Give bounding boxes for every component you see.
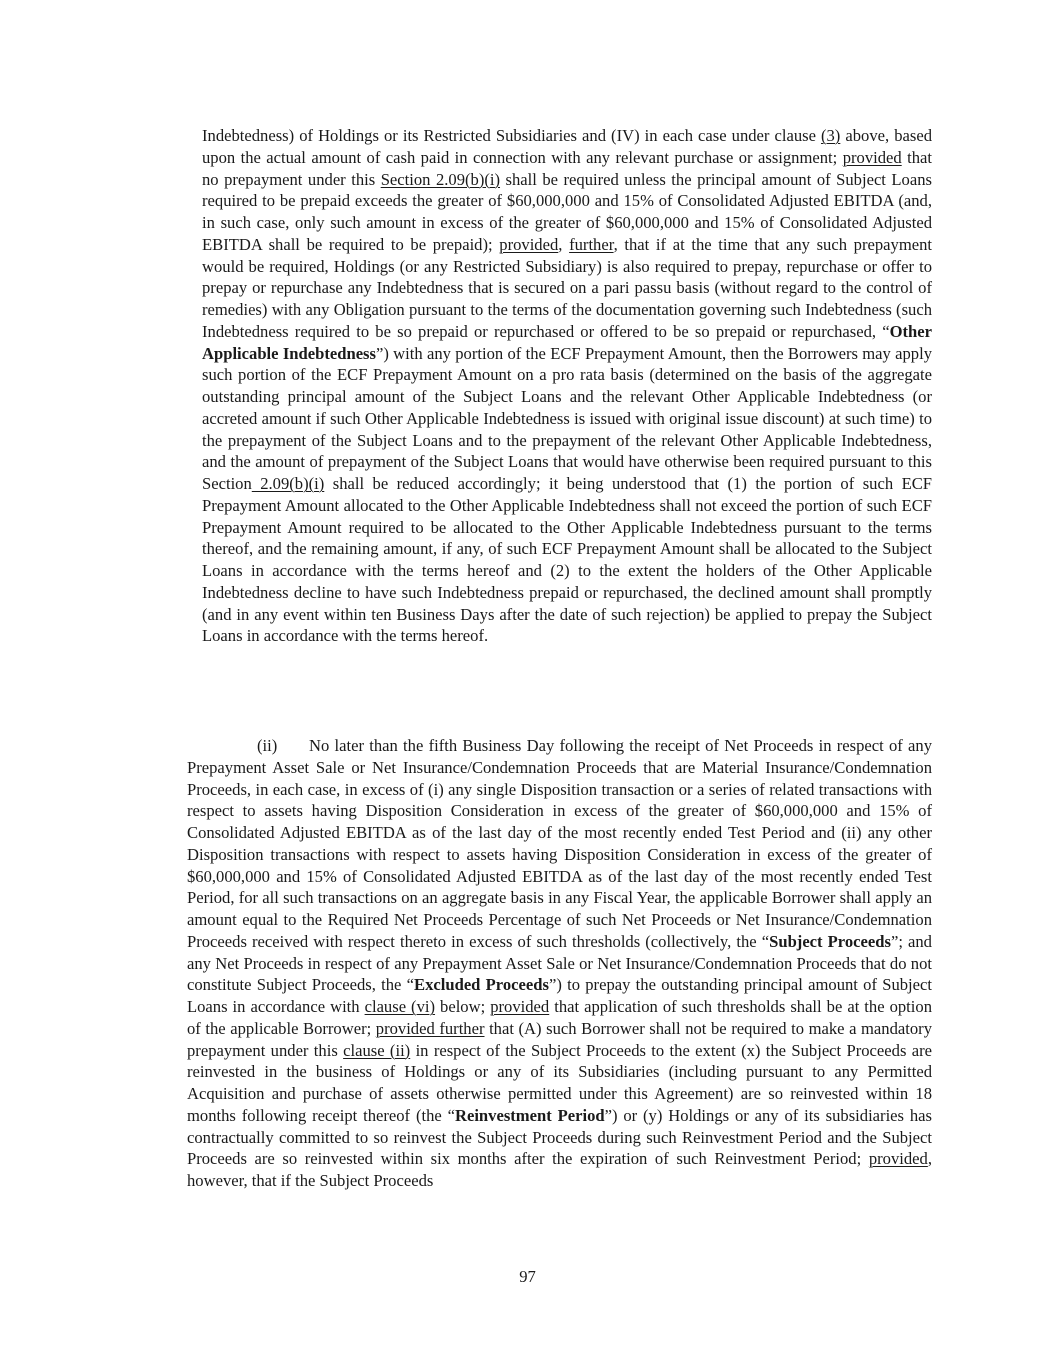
text-segment: in respect of the Subject Proceeds to the extent (x) the Subject Proceeds are reinvested in the business of Holdings or any of its Subsidiaries (including pursuant to any Permitted Acquisition and purchase of assets otherwise permitted under this Agreement) are so reinvested within 18 months following receipt thereof (the “ [187, 1040, 933, 1125]
section-2-09-b-i-reference: 2.09(b)(i) [251, 474, 325, 493]
clause-ii-reference: clause (ii) [343, 1040, 411, 1060]
defined-term-excluded-proceeds: Excluded Proceeds [414, 975, 549, 995]
section-2-09-b-i-reference: Section 2.09(b)(i) [380, 169, 501, 189]
text-segment: ”) or (y) Holdings or any of its subsidiaries has contractually committed to so reinvest the Subject Proceeds during such Reinvestment Period and the Subject Proceeds are so reinvested within six months after the expiration of such Reinvestment Period; [187, 1105, 932, 1169]
further-term: further [569, 234, 614, 254]
text-segment: , [558, 234, 570, 254]
text-segment: that no prepayment under this [202, 147, 933, 189]
text-segment: , that if at the time that any such prepayment would be required, Holdings (or any Restricted Subsidiary) is also required to prepay, repurchase or offer to prepay or repurchase any Indebtedness that is secured on a pari passu basis (without regard to the control of remedies) with any Obligation pursuant to the terms of the documentation governing such Indebtedness (such Indebtedness required to be so prepaid or repurchased or offered to be so prepaid or repurchased, “ [202, 234, 932, 341]
provided-term: provided [499, 234, 559, 254]
text-segment: shall be required unless the principal amount of Subject Loans required to be prepaid exceeds the greater of $60,000,000 and 15% of Consolidated Adjusted EBITDA (and, in such case, only such amount in excess of the greater of $60,000,000 and 15% of Consolidated Adjusted EBITDA shall be required to be prepaid); [202, 169, 932, 254]
text-segment: Indebtedness) of Holdings or its Restricted Subsidiaries and (IV) in each case under clause [202, 126, 821, 145]
provided-term: provided [868, 1149, 928, 1169]
clause-vi-reference: clause (vi) [364, 997, 436, 1016]
paragraph-ii-asset-sale-proceeds [187, 735, 932, 1192]
text-segment: that application of such thresholds shall be at the option of the applicable Borrower; [187, 997, 932, 1038]
text-segment: that (A) such Borrower shall not be required to make a mandatory prepayment under this [187, 1018, 932, 1060]
text-segment: ”) to prepay the outstanding principal amount of Subject Loans in accordance with [187, 975, 933, 1016]
page-number: 97 [519, 1267, 536, 1286]
text-segment: ”) with any portion of the ECF Prepayment Amount, then the Borrowers may apply such portion of the ECF Prepayment Amount on a pro rata basis (determined on the basis of the aggregate outstanding principal amount of the Subject Loans and the relevant Other Applicable Indebtedness (or accreted amount if such Other Applicable Indebtedness is issued with original issue discount) at such time) to the prepayment of the Subject Loans and to the prepayment of the relevant Other Applicable Indebtedness, and the amount of prepayment of the Subject Loans that would have otherwise been required pursuant to this Section [202, 343, 932, 493]
defined-term-reinvestment-period: Reinvestment Period [454, 1105, 605, 1125]
clause-3-reference: (3) [820, 126, 841, 145]
text-segment: , however, that if the Subject Proceeds [187, 1149, 932, 1190]
text-segment: ”; and any Net Proceeds in respect of any Prepayment Asset Sale or Net Insurance/Condemnation Proceeds that do not constitute Subject Proceeds, the “ [187, 931, 932, 995]
clause-number: (ii) [257, 736, 278, 755]
text-segment: above, based upon the actual amount of cash paid in connection with any relevant purchase or assignment; [202, 126, 932, 167]
paragraph-ecf-prepayment [202, 125, 932, 647]
text-segment: No later than the fifth Business Day following the receipt of Net Proceeds in respect of any Prepayment Asset Sale or Net Insurance/Condemnation Proceeds that are Material Insurance/Condemnation Proceeds, in each case, in excess of (i) any single Disposition transaction or a series of related transactions with respect to assets having Disposition Consideration in excess of the greater of $60,000,000 and 15% of Consolidated Adjusted EBITDA as of the last day of the most recently ended Test Period and (ii) any other Disposition transactions with respect to assets having Disposition Consideration in excess of the greater of $60,000,000 and 15% of Consolidated Adjusted EBITDA as of the last day of the most recently ended Test Period, for all such transactions on an aggregate basis in any Fiscal Year, the applicable Borrower shall apply an amount equal to the Required Net Proceeds Percentage of such Net Proceeds or Net Insurance/Condemnation Proceeds received with respect thereto in excess of such thresholds (collectively, the “ [187, 736, 932, 951]
text-segment: shall be reduced accordingly; it being understood that (1) the portion of such ECF Prepayment Amount allocated to the Other Applicable Indebtedness shall not exceed the portion of such ECF Prepayment Amount required to be allocated to the Other Applicable Indebtedness pursuant to the terms thereof, and the remaining amount, if any, of such ECF Prepayment Amount shall be allocated to the Subject Loans in accordance with the terms hereof and (2) to the extent the holders of the Other Applicable Indebtedness decline to have such Indebtedness prepaid or repurchased, the declined amount shall promptly (and in any event within ten Business Days after the date of such rejection) be applied to prepay the Subject Loans in accordance with the terms hereof. [202, 474, 933, 646]
defined-term-other-applicable-indebtedness: Other Applicable Indebtedness [202, 321, 932, 363]
provided-term: provided [842, 147, 902, 167]
defined-term-subject-proceeds: Subject Proceeds [769, 931, 891, 951]
text-segment: below; [435, 997, 491, 1016]
provided-term: provided [490, 997, 550, 1016]
provided-further-term: provided further [375, 1018, 485, 1038]
